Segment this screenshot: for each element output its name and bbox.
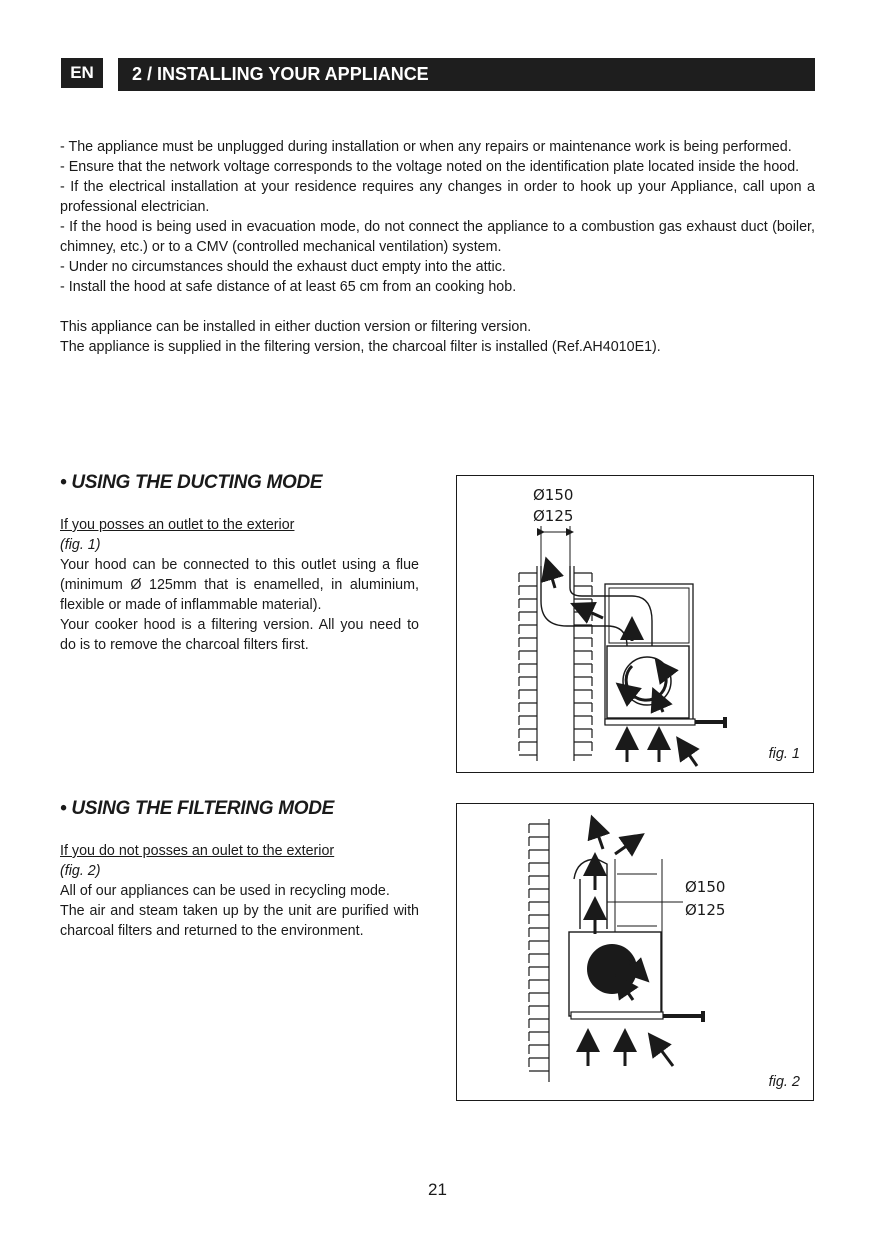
filtering-body-2: The air and steam taken up by the unit are purified with charcoal filters and returned to the environment. — [60, 903, 419, 939]
filtering-diagram — [457, 804, 815, 1098]
ducting-diagram — [457, 476, 815, 774]
diameter-125: Ø125 — [533, 507, 574, 525]
intro-note: The appliance is supplied in the filtering version, the charcoal filter is installed (Ref.AH4010E1). — [60, 339, 661, 355]
filtering-heading: • USING THE FILTERING MODE — [60, 798, 334, 819]
intro-note: This appliance can be installed in either duction version or filtering version. — [60, 319, 532, 335]
ducting-body-1: Your hood can be connected to this outlet using a flue (minimum Ø 125mm that is enamelled, in aluminium, flexible or made of inflammable material). — [60, 557, 419, 613]
diameter-150: Ø150 — [533, 486, 574, 504]
wall — [529, 819, 549, 1082]
figure-2-label: fig. 2 — [768, 1074, 800, 1090]
intro-block — [60, 137, 815, 357]
ducting-heading: • USING THE DUCTING MODE — [60, 472, 323, 493]
ducting-lead: If you posses an outlet to the exterior — [60, 517, 295, 533]
wall-left — [519, 566, 537, 761]
figure-1-label: fig. 1 — [768, 746, 800, 762]
ducting-figref: (fig. 1) — [60, 537, 101, 553]
language-badge: EN — [61, 58, 103, 88]
page-number: 21 — [428, 1180, 447, 1199]
intro-paragraph: - The appliance must be unplugged during installation or when any repairs or maintenance work is being performed. — [60, 139, 792, 155]
filtering-section — [60, 797, 419, 941]
intro-paragraph: - Under no circumstances should the exhaust duct empty into the attic. — [60, 259, 506, 275]
section-title: 2 / INSTALLING YOUR APPLIANCE — [132, 64, 429, 84]
filtering-body-1: All of our appliances can be used in recycling mode. — [60, 883, 390, 899]
intro-paragraph: - If the hood is being used in evacuation mode, do not connect the appliance to a combustion gas exhaust duct (boiler, chimney, etc.) or to a CMV (controlled mechanical ventilation) system. — [60, 219, 815, 255]
ducting-section — [60, 471, 419, 655]
intro-paragraph: - If the electrical installation at your residence requires any changes in order to hook up your Appliance, call upon a professional electrician. — [60, 179, 815, 215]
ducting-body-2: Your cooker hood is a filtering version. All you need to do is to remove the charcoal filters first. — [60, 617, 419, 653]
section-title-bar — [118, 58, 815, 91]
filtering-figref: (fig. 2) — [60, 863, 101, 879]
filtering-lead: If you do not posses an oulet to the exterior — [60, 843, 335, 859]
figure-2 — [456, 803, 814, 1101]
diameter-150: Ø150 — [685, 878, 726, 896]
figure-1 — [456, 475, 814, 773]
intro-paragraph: - Ensure that the network voltage corresponds to the voltage noted on the identification plate located inside the hood. — [60, 159, 800, 175]
intro-paragraph: - Install the hood at safe distance of at least 65 cm from an cooking hob. — [60, 279, 517, 295]
diameter-125: Ø125 — [685, 901, 726, 919]
